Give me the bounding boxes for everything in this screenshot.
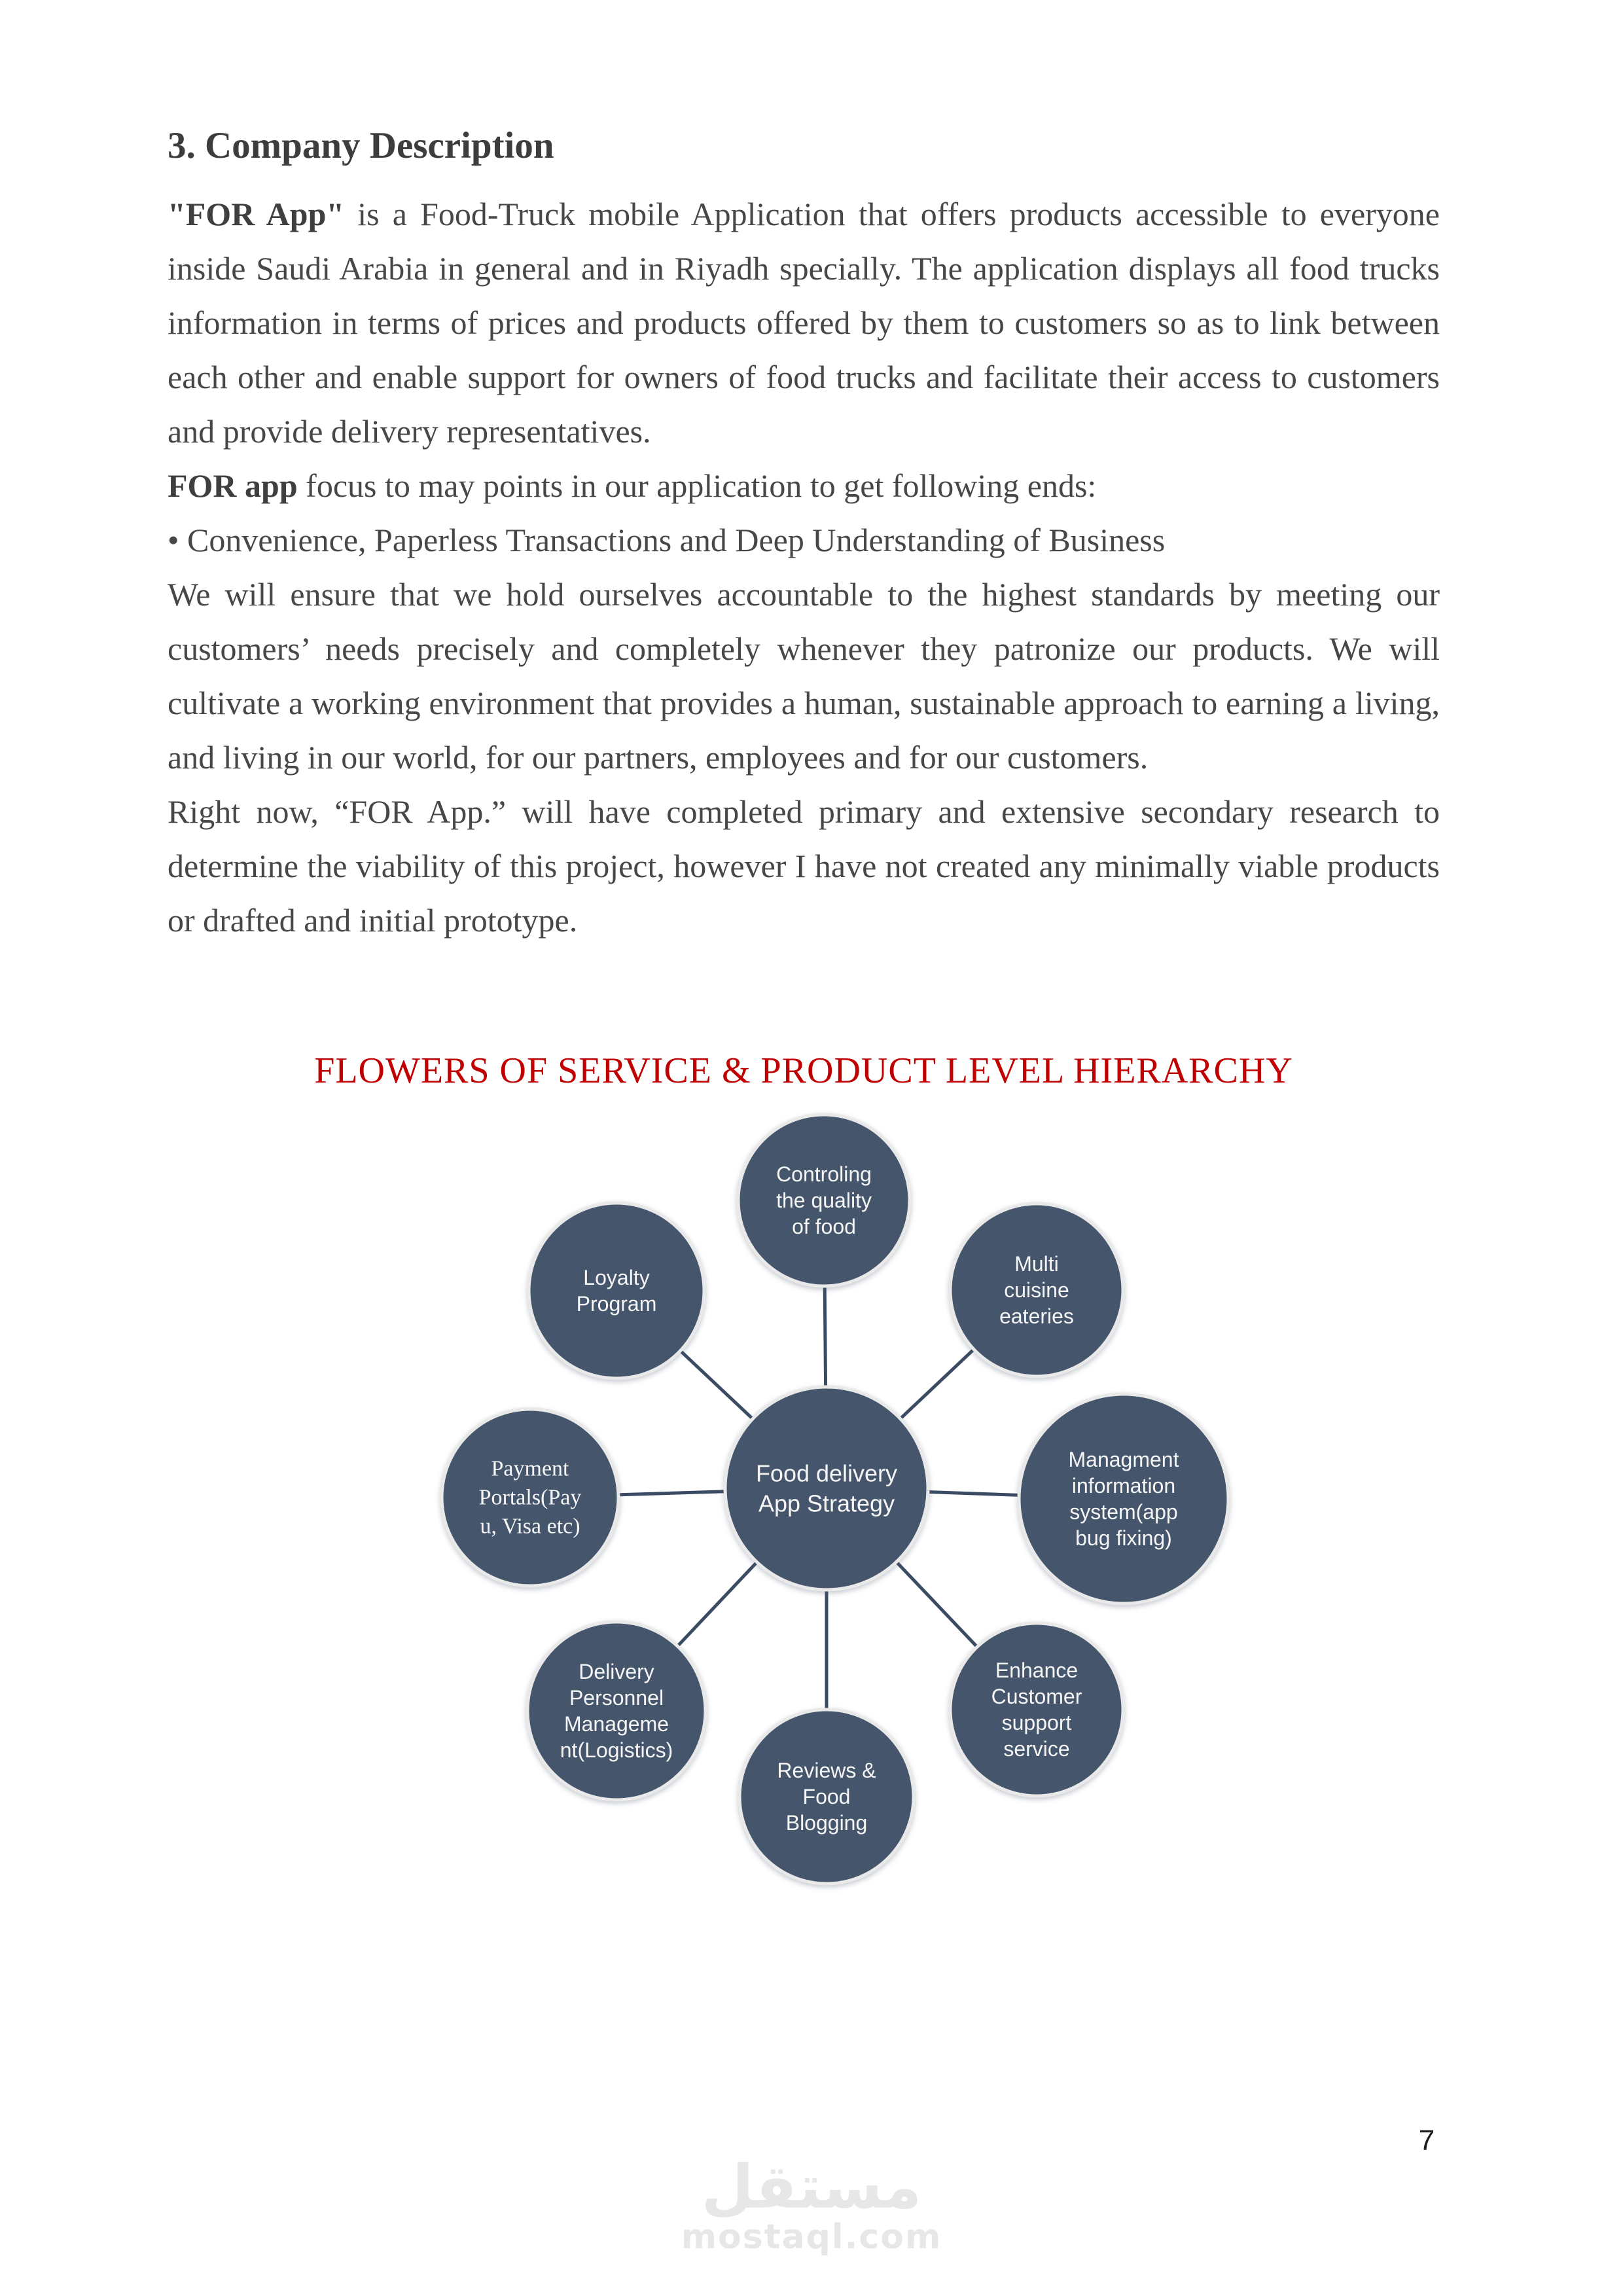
diagram-node-label-management-information-system: Managment information system(app bug fixing) (1068, 1448, 1179, 1550)
diagram-node-label-payment-portals: Payment Portals(Pay u, Visa etc) (478, 1456, 582, 1539)
watermark-arabic-logo: مستقل (701, 2152, 922, 2222)
paragraph-bold-lead: "FOR App" (168, 196, 345, 232)
diagram-title: FLOWERS OF SERVICE & PRODUCT LEVEL HIERARCHY (314, 1050, 1293, 1091)
page-number: 7 (1418, 2125, 1435, 2157)
body-paragraph: "FOR App" is a Food-Truck mobile Application that offers products accessible to everyone inside Saudi Arabia in general and in Riyadh specially. The application displays all food trucks information in terms of prices and products offered by them to customers so as to link between each other and enable support for owners of food trucks and facilitate their access to customers and provide delivery representatives. (168, 196, 1440, 450)
diagram-node-label-controlling-quality-of-food: Controling the quality of food (776, 1162, 872, 1238)
body-paragraph: FOR app focus to may points in our application to get following ends: (168, 467, 1097, 504)
watermark (615, 2152, 1008, 2257)
diagram-node-label-reviews-food-blogging: Reviews & Food Blogging (777, 1759, 876, 1835)
body-paragraph: We will ensure that we hold ourselves accountable to the highest standards by meeting our customers’ needs precisely and completely whenever they patronize our products. We will cultivate a working environment that provides a human, sustainable approach to earning a living, and living in our world, for our partners, employees and for our customers. (168, 576, 1440, 776)
section-heading: 3. Company Description (168, 125, 554, 166)
diagram-node-delivery-personnel-management (527, 1622, 705, 1800)
diagram-node-food-delivery-app-strategy (725, 1387, 928, 1590)
paragraph-bold-lead: FOR app (168, 467, 298, 504)
diagram-node-label-multi-cuisine-eateries: Multi cuisine eateries (999, 1252, 1074, 1328)
diagram-node-label-enhance-customer-support-service: Enhance Customer support service (991, 1659, 1082, 1761)
watermark-domain: mostaql.com (681, 2217, 942, 2257)
diagram-node-label-delivery-personnel-management: Delivery Personnel Manageme nt(Logistics) (560, 1660, 673, 1762)
body-paragraph: Right now, “FOR App.” will have completed primary and extensive secondary research to determine the viability of this project, however I have not created any minimally viable products or drafted and initial prototype. (168, 793, 1440, 939)
diagram-node-label-loyalty-program: Loyalty Program (576, 1266, 657, 1316)
diagram-node-enhance-customer-support-service (950, 1623, 1123, 1796)
diagram-node-loyalty-program (529, 1203, 704, 1378)
body-paragraph: • Convenience, Paperless Transactions and Deep Understanding of Business (168, 522, 1166, 558)
diagram-node-label-food-delivery-app-strategy: Food delivery App Strategy (755, 1460, 898, 1517)
diagram-node-management-information-system (1019, 1394, 1228, 1604)
